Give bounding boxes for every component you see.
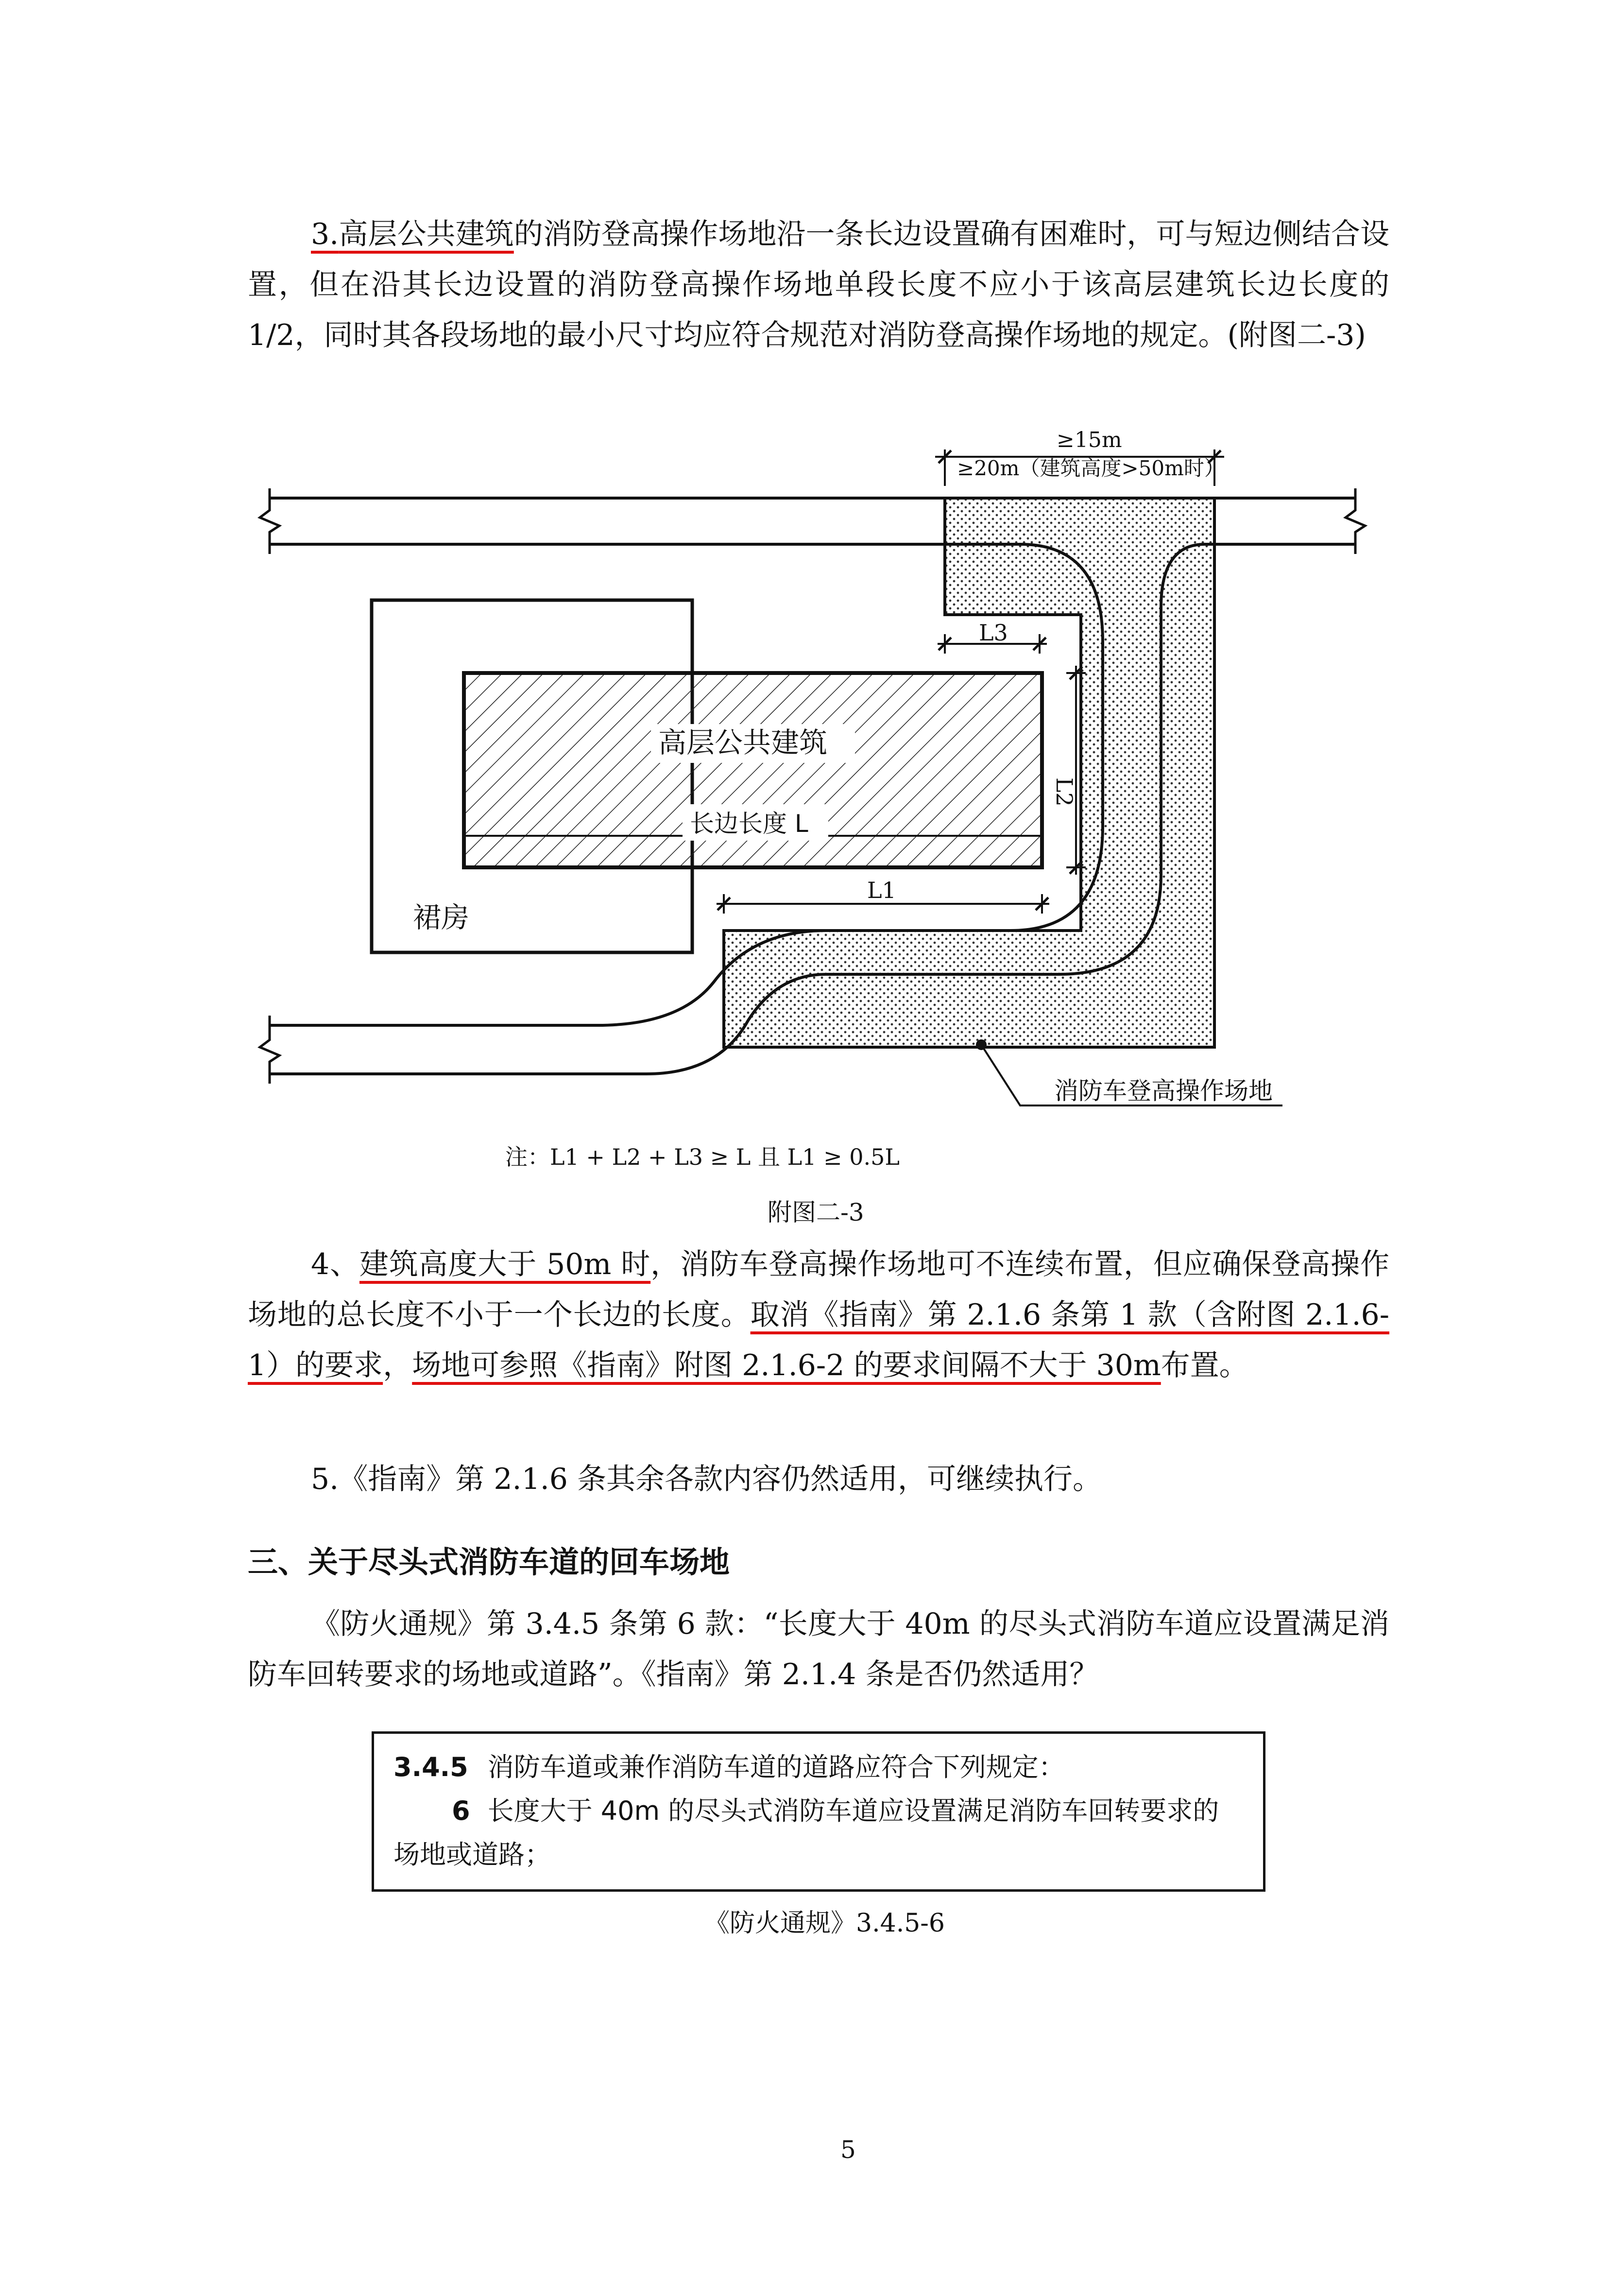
item-4-prefix: 4、 <box>311 1247 359 1281</box>
item-4-sep: ， <box>383 1348 412 1382</box>
podium-label: 裙房 <box>413 901 470 934</box>
page-number: 5 <box>840 2136 856 2164</box>
code-clause-text: 消防车道或兼作消防车道的道路应符合下列规定： <box>487 1752 1065 1782</box>
paragraph-item-4 <box>248 1239 1389 1391</box>
long-side-label: 长边长度 L <box>690 810 808 838</box>
paragraph-item-5: 5.《指南》第 2.1.6 条其余各款内容仍然适用，可继续执行。 <box>311 1462 1102 1496</box>
code-item-number: 6 <box>452 1795 470 1826</box>
item-4-underlined-2: 取消《指南》第 2.1.6 条第 1 款（含附图 2.1.6-1）的要求 <box>248 1298 1390 1382</box>
section-3-heading: 三、关于尽头式消防车道的回车场地 <box>248 1544 730 1580</box>
L3-label: L3 <box>979 620 1008 646</box>
dim-top-label-2: ≥20m（建筑高度>50m时） <box>957 456 1225 480</box>
section-3-paragraph: 《防火通规》第 3.4.5 条第 6 款：“长度大于 40m 的尽头式消防车道应设置满足消防车回转要求的场地或道路”。《指南》第 2.1.4 条是否仍然适用？ <box>248 1607 1389 1692</box>
figure-note: 注：L1 + L2 + L3 ≥ L 且 L1 ≥ 0.5L <box>505 1144 900 1170</box>
site-label: 消防车登高操作场地 <box>1054 1077 1273 1105</box>
dim-top-label-1: ≥15m <box>1057 428 1122 452</box>
item-4-underlined-3: 场地可参照《指南》附图 2.1.6-2 的要求间隔不大于 30m <box>412 1348 1161 1382</box>
item-3-number: 3. <box>311 217 339 251</box>
code-item-text: 长度大于 40m 的尽头式消防车道应设置满足消防车回转要求的场地或道路； <box>393 1795 1219 1870</box>
item-4-suffix: 布置。 <box>1161 1348 1248 1382</box>
code-excerpt-box <box>372 1731 1265 1892</box>
building-label: 高层公共建筑 <box>658 726 828 759</box>
figure-caption: 附图二-3 <box>768 1198 864 1226</box>
code-item-line <box>393 1789 1244 1877</box>
code-clause-number: 3.4.5 <box>393 1752 468 1782</box>
item-4-underlined-1: 建筑高度大于 50m 时 <box>359 1247 651 1281</box>
code-clause-line <box>393 1745 1244 1789</box>
item-3-text: 的消防登高操作场地沿一条长边设置确有困难时，可与短边侧结合设置，但在沿其长边设置的消防登高操作场地单段长度不应小于该高层建筑长边长度的 1/2，同时其各段场地的最小尺寸均应符合规范对消防登高操作场地的规定。(附图二-3) <box>248 217 1390 352</box>
item-4-middle: ，消防车登高操作场地可不连续布置，但应确保登高操作场地的总长度不小于一个长边的长度。 <box>248 1247 1389 1332</box>
figure-2-3-diagram <box>0 0 1623 1147</box>
code-excerpt-caption: 《防火通规》3.4.5-6 <box>704 1909 945 1938</box>
L2-label: L2 <box>1051 777 1077 807</box>
L1-label: L1 <box>867 877 896 903</box>
item-3-underlined-term: 高层公共建筑 <box>339 217 514 251</box>
